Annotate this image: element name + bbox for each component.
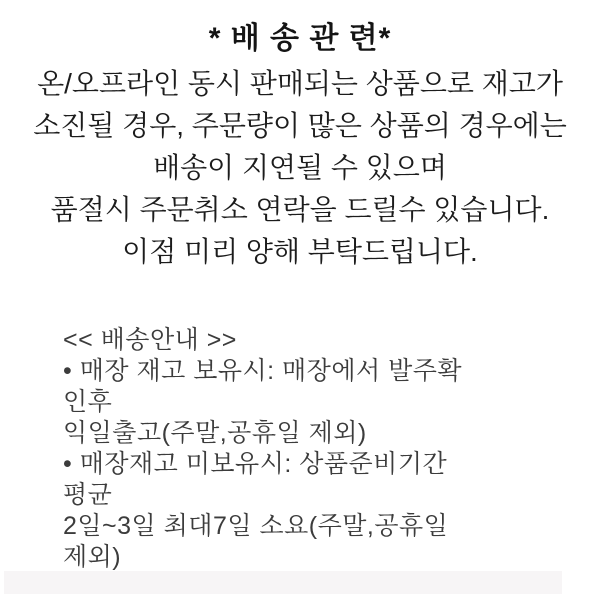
guide-line: 익일출고(주말,공휴일 제외) xyxy=(63,419,367,447)
guide-line: 평균 xyxy=(63,481,113,509)
guide-line: 2일~3일 최대7일 소요(주말,공휴일 xyxy=(63,512,449,540)
guide-line: • 매장재고 미보유시: 상품준비기간 xyxy=(63,450,448,478)
section-divider-bar xyxy=(4,571,562,594)
shipping-guide xyxy=(63,325,543,573)
notice-line: 온/오프라인 동시 판매되는 상품으로 재고가 xyxy=(37,68,563,99)
notice-line: 배송이 지연될 수 있으며 xyxy=(153,152,447,183)
shipping-guide-heading: << 배송안내 >> xyxy=(63,326,237,354)
guide-line: 제외) xyxy=(63,543,122,571)
guide-line: • 매장 재고 보유시: 매장에서 발주확 xyxy=(63,357,463,385)
notice-title: * 배 송 관 련* xyxy=(208,22,392,55)
guide-line: 인후 xyxy=(63,388,113,416)
notice-line: 소진될 경우, 주문량이 많은 상품의 경우에는 xyxy=(33,110,567,141)
notice-paragraph xyxy=(0,63,600,273)
notice-line: 이점 미리 양해 부탁드립니다. xyxy=(122,236,478,267)
notice-line: 품절시 주문취소 연락을 드릴수 있습니다. xyxy=(50,194,550,225)
